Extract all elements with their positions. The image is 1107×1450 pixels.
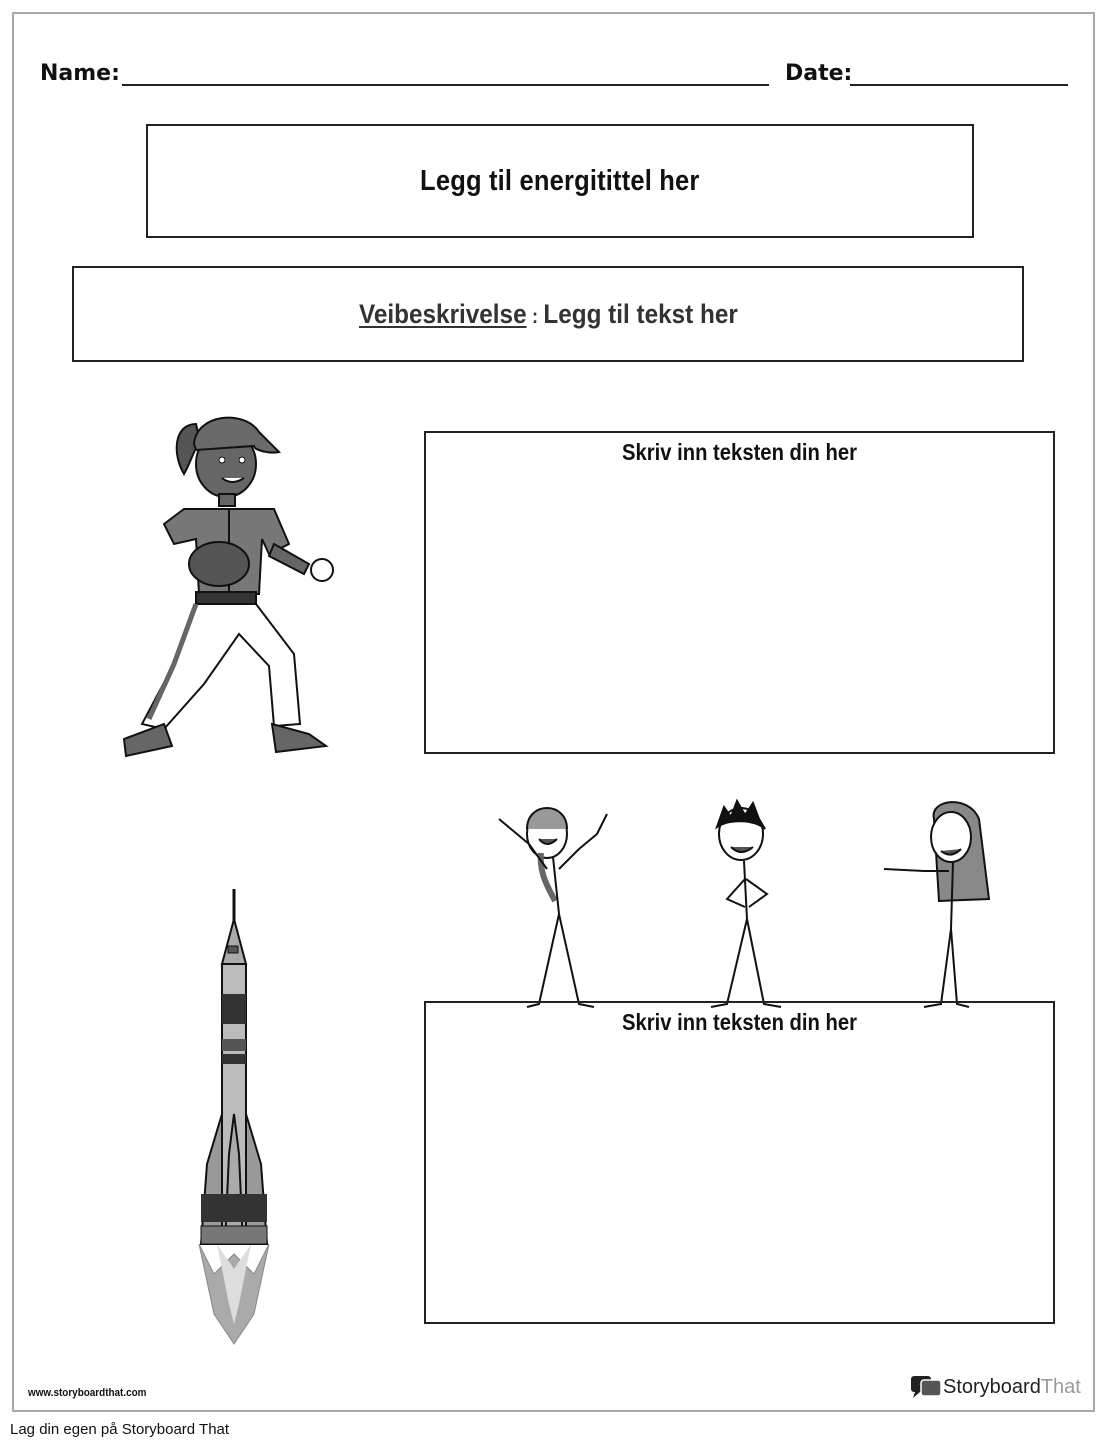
- worksheet-page: [12, 12, 1095, 1412]
- rocket-icon: [189, 874, 279, 1354]
- text-box-2-title: Skriv inn teksten din her: [621, 1009, 858, 1035]
- brand-logo: [909, 1374, 1081, 1400]
- baseball-player-icon: [104, 394, 344, 764]
- description-box[interactable]: [72, 266, 1024, 362]
- text-box-2[interactable]: [424, 1001, 1055, 1324]
- text-box-1[interactable]: [424, 431, 1055, 754]
- storyboard-logo-icon: [909, 1374, 943, 1400]
- description-separator: :: [531, 305, 538, 328]
- stick-figures-icon: [469, 789, 1009, 1009]
- title-text: Legg til energitittel her: [420, 164, 700, 197]
- date-field-line[interactable]: [850, 84, 1068, 86]
- name-field-line[interactable]: [122, 84, 769, 86]
- brand-suffix: That: [1040, 1375, 1081, 1398]
- footer-url: www.storyboardthat.com: [28, 1387, 147, 1399]
- name-label: Name:: [40, 61, 120, 86]
- bottom-caption[interactable]: Lag din egen på Storyboard That: [10, 1421, 230, 1438]
- description-line: [359, 299, 738, 330]
- title-box[interactable]: [146, 124, 974, 238]
- text-box-1-title: Skriv inn teksten din her: [621, 439, 858, 465]
- date-label: Date:: [785, 61, 853, 86]
- description-text: Legg til tekst her: [542, 298, 738, 329]
- brand-name: Storyboard: [943, 1375, 1041, 1398]
- description-label: Veibeskrivelse: [358, 298, 527, 329]
